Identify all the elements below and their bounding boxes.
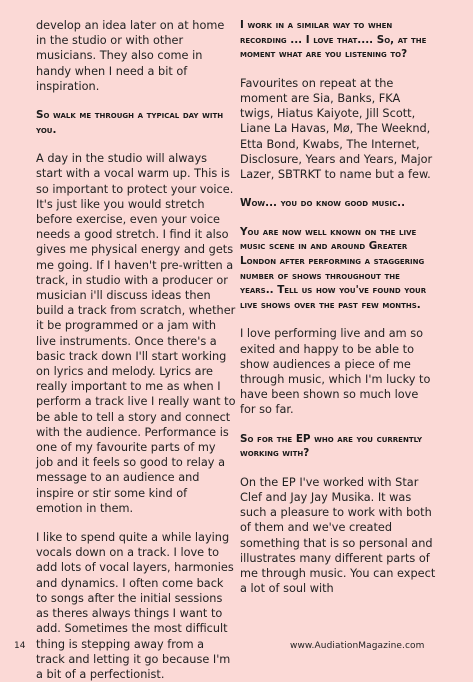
body-paragraph: I love performing live and am so exited and happy to be able to show audiences a piece of me through music, which I'm lucky to have been shown so much love for so far. (240, 327, 431, 417)
body-paragraph: A day in the studio will always start with a vocal warm up. This is so important to protect your voice. It's just like you would stretch before exercise, even your voice needs a good stretch. I find it also gives me physical energy and gets me going. If I haven't pre-written a track, in studio with a producer or musician i'll discuss ideas then build a track from scratch, whether it be programmed or a jam with live instruments. Once there's a basic track down I'll start working on lyrics and melody. Lyrics are really important to me as when I perform a track live I really want to be able to tell a story and connect with the audience. Performance is one of my favourite parts of my job and it feels so good to relay a message to an audience and inspire or stir some kind of emotion in them. (36, 152, 236, 515)
body-paragraph: On the EP I've worked with Star Clef and Jay Jay Musika. It was such a pleasure to work with both of them and we've created something that is so personal and illustrates many different parts of me through music. You can expect a lot of soul with (240, 475, 436, 596)
body-paragraph: Favourites on repeat at the moment are Sia, Banks, FKA twigs, Hiatus Kaiyote, Jill Scott, Liane La Havas, Mø, The Weeknd, Etta Bond, Kwabs, The Internet, Disclosure, Years and Years, Major Lazer, SBTRKT to name but a few. (240, 76, 433, 181)
interview-question: You are now well known on the live music scene in and around Greater London after performing a staggering number of shows throughout the years.. Tell us how you've found your live shows over the past few months. (240, 225, 427, 311)
interview-question: So for the EP who are you currently working with? (240, 432, 423, 460)
footer-url[interactable]: www.AudiationMagazine.com (290, 641, 425, 651)
left-column (36, 18, 236, 682)
body-paragraph: I like to spend quite a while laying vocals down on a track. I love to add lots of vocal layers, harmonies and dynamics. I often come back to songs after the initial sessions as theres always things I want to add. Sometimes the most difficult thing is stepping away from a track and letting it go because I'm a bit of a perfectionist. (36, 531, 234, 681)
interview-question: So walk me through a typical day with you. (36, 109, 224, 136)
page-number: 14 (14, 641, 26, 651)
right-column (240, 18, 436, 596)
interview-question: Wow... you do know good music.. (240, 197, 406, 210)
body-paragraph: develop an idea later on at home in the studio or with other musicians. They also come in handy when I need a bit of inspiration. (36, 19, 225, 93)
interview-question: I work in a similar way to when recording ... I love that.... So, at the moment what are you listening to? (240, 19, 427, 61)
